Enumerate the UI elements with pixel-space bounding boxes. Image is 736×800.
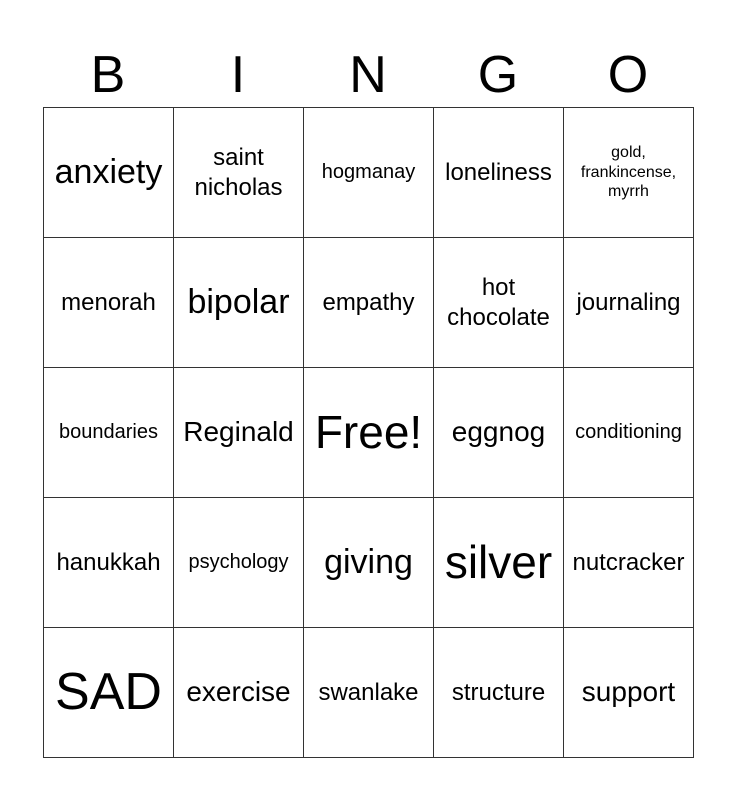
bingo-cell[interactable]: silver — [433, 497, 564, 628]
bingo-cell[interactable]: conditioning — [563, 367, 694, 498]
bingo-cell[interactable]: menorah — [43, 237, 174, 368]
bingo-cell[interactable]: Reginald — [173, 367, 304, 498]
bingo-header — [43, 44, 693, 106]
bingo-cell[interactable]: journaling — [563, 237, 694, 368]
bingo-cell[interactable]: giving — [303, 497, 434, 628]
bingo-cell[interactable]: loneliness — [433, 107, 564, 238]
bingo-cell[interactable]: hogmanay — [303, 107, 434, 238]
bingo-cell[interactable]: hanukkah — [43, 497, 174, 628]
bingo-cell[interactable]: SAD — [43, 627, 174, 758]
bingo-board — [43, 107, 693, 757]
bingo-cell[interactable]: empathy — [303, 237, 434, 368]
bingo-cell[interactable]: structure — [433, 627, 564, 758]
bingo-cell[interactable]: gold, frankincense, myrrh — [563, 107, 694, 238]
bingo-cell[interactable]: psychology — [173, 497, 304, 628]
bingo-cell[interactable]: hot chocolate — [433, 237, 564, 368]
bingo-cell[interactable]: boundaries — [43, 367, 174, 498]
header-letter-o: O — [607, 46, 649, 104]
bingo-cell[interactable]: anxiety — [43, 107, 174, 238]
bingo-cell[interactable]: nutcracker — [563, 497, 694, 628]
header-letter-n: N — [349, 46, 387, 104]
bingo-cell[interactable]: swanlake — [303, 627, 434, 758]
bingo-cell[interactable]: eggnog — [433, 367, 564, 498]
bingo-cell[interactable]: bipolar — [173, 237, 304, 368]
bingo-cell[interactable]: exercise — [173, 627, 304, 758]
header-letter-g: G — [477, 46, 519, 104]
header-letter-i: I — [230, 46, 246, 104]
free-space-cell[interactable]: Free! — [303, 367, 434, 498]
header-letter-b: B — [90, 46, 126, 104]
bingo-cell[interactable]: saint nicholas — [173, 107, 304, 238]
bingo-cell[interactable]: support — [563, 627, 694, 758]
